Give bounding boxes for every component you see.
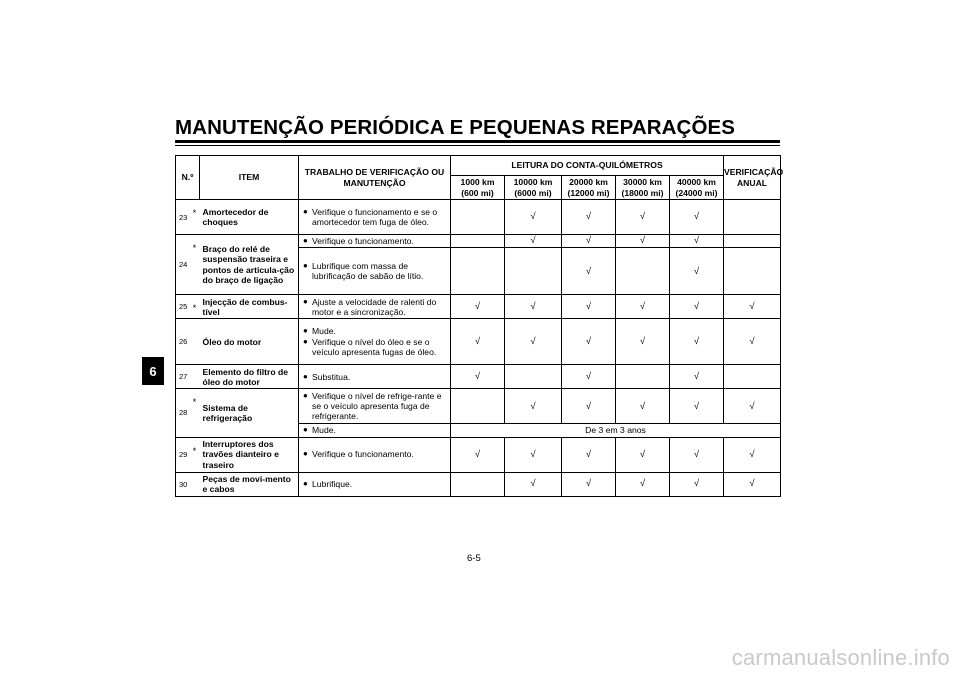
check-cell: √: [670, 248, 724, 295]
maintenance-table: [175, 155, 784, 497]
header-km-col: [451, 176, 505, 200]
star-mark: [190, 319, 200, 365]
check-cell: √: [670, 472, 724, 496]
check-cell: √: [451, 437, 505, 472]
star-mark: *: [190, 437, 200, 472]
star-mark: *: [190, 295, 200, 319]
work-text: Substitua.: [312, 371, 351, 382]
km-label: 30000 km: [623, 177, 662, 188]
check-cell: √: [562, 235, 616, 248]
check-cell: √: [616, 200, 670, 235]
check-cell: √: [562, 365, 616, 389]
row-number: 26: [176, 319, 190, 365]
bullet-icon: ●: [303, 336, 308, 346]
check-cell: [616, 248, 670, 295]
row-work: [299, 472, 451, 496]
km-label: 10000 km: [513, 177, 553, 188]
table-row: [176, 235, 781, 248]
interval-note: De 3 em 3 anos: [451, 424, 781, 437]
table-row: [176, 472, 781, 496]
mi-label: (12000 mi): [567, 187, 610, 198]
check-cell: √: [451, 319, 505, 365]
page-title: MANUTENÇÃO PERIÓDICA E PEQUENAS REPARAÇÕES: [175, 116, 736, 139]
check-cell: [724, 200, 781, 235]
check-cell: √: [724, 472, 781, 496]
check-cell: [451, 389, 505, 424]
row-work: [299, 365, 451, 389]
row-work: [299, 200, 451, 235]
check-cell: √: [724, 319, 781, 365]
work-text: Verifique o funcionamento.: [312, 449, 414, 460]
check-cell: √: [562, 319, 616, 365]
row-item: Injecção de combus-tível: [200, 295, 299, 319]
km-label: 40000 km: [677, 177, 716, 188]
mi-label: (24000 mi): [675, 187, 718, 198]
km-label: 1000 km: [460, 177, 495, 188]
row-item: Peças de movi-mento e cabos: [200, 472, 299, 496]
check-cell: √: [505, 235, 562, 248]
row-number: 27: [176, 365, 190, 389]
row-number: 30: [176, 472, 190, 496]
check-cell: [616, 365, 670, 389]
check-cell: √: [616, 235, 670, 248]
check-cell: [505, 248, 562, 295]
header-km-col: [670, 176, 724, 200]
table-row: [176, 200, 781, 235]
header-km-col: [616, 176, 670, 200]
star-mark: *: [190, 235, 200, 295]
watermark: carmanualsonline.info: [731, 645, 950, 670]
table-row: [176, 319, 781, 365]
bullet-icon: ●: [303, 261, 308, 270]
row-number: 24: [176, 235, 190, 295]
page-number: 6-5: [467, 553, 481, 564]
row-item: Sistema de refrigeração: [200, 389, 299, 437]
bullet-icon: ●: [303, 236, 308, 245]
check-cell: √: [670, 365, 724, 389]
star-mark: *: [190, 200, 200, 235]
header-km-col: [505, 176, 562, 200]
header-number: N.º: [176, 156, 200, 200]
row-number: 23: [176, 200, 190, 235]
check-cell: √: [616, 472, 670, 496]
row-item: Óleo do motor: [200, 319, 299, 365]
check-cell: √: [616, 319, 670, 365]
check-cell: √: [505, 295, 562, 319]
check-cell: √: [724, 295, 781, 319]
check-cell: √: [562, 472, 616, 496]
check-cell: √: [505, 319, 562, 365]
check-cell: √: [670, 437, 724, 472]
row-item: Elemento do filtro de óleo do motor: [200, 365, 299, 389]
row-item: Interruptores dos travões dianteiro e traseiro: [200, 437, 299, 472]
header-km-col: [562, 176, 616, 200]
work-text: Lubrifique com massa de lubrificação de sabão de lítio.: [312, 261, 424, 282]
chapter-tab: 6: [142, 357, 164, 385]
check-cell: √: [562, 248, 616, 295]
check-cell: √: [616, 389, 670, 424]
check-cell: [451, 248, 505, 295]
header-item: ITEM: [200, 156, 299, 200]
check-cell: √: [505, 437, 562, 472]
work-text: Lubrifique.: [312, 478, 353, 489]
bullet-icon: ●: [303, 449, 308, 459]
check-cell: √: [670, 235, 724, 248]
bullet-icon: ●: [303, 326, 308, 336]
row-work: [299, 389, 451, 424]
check-cell: [451, 235, 505, 248]
header-work: TRABALHO DE VERIFICAÇÃO OU MANUTENÇÃO: [299, 156, 451, 200]
check-cell: [724, 365, 781, 389]
check-cell: √: [616, 295, 670, 319]
bullet-icon: ●: [303, 371, 308, 381]
star-mark: [190, 365, 200, 389]
check-cell: √: [616, 437, 670, 472]
bullet-icon: ●: [303, 206, 308, 216]
check-cell: √: [562, 389, 616, 424]
table-row: [176, 437, 781, 472]
check-cell: √: [724, 437, 781, 472]
check-cell: √: [505, 389, 562, 424]
header-annual: VERIFICAÇÃO ANUAL: [724, 156, 781, 200]
check-cell: [505, 365, 562, 389]
header-odometer: LEITURA DO CONTA-QUILÓMETROS: [451, 156, 724, 176]
row-item: Braço do relé de suspensão traseira e pontos de articula-ção do braço de ligação: [200, 235, 299, 295]
check-cell: √: [451, 365, 505, 389]
work-text: Verifique o funcionamento e se o amortecedor tem fuga de óleo.: [312, 206, 438, 227]
row-work: [299, 424, 451, 437]
bullet-icon: ●: [303, 425, 308, 435]
check-cell: √: [670, 295, 724, 319]
bullet-icon: ●: [303, 390, 308, 400]
work-text: Mude.: [312, 326, 336, 337]
check-cell: √: [670, 200, 724, 235]
check-cell: √: [670, 389, 724, 424]
row-work: [299, 319, 451, 365]
work-text: Ajuste a velocidade de ralenti do motor e a sincronização.: [312, 296, 437, 317]
star-mark: *: [190, 389, 200, 437]
row-number: 25: [176, 295, 190, 319]
row-item: Amortecedor de choques: [200, 200, 299, 235]
check-cell: [724, 235, 781, 248]
title-rule-thin: [175, 145, 780, 146]
bullet-icon: ●: [303, 478, 308, 488]
table-row: [176, 365, 781, 389]
mi-label: (18000 mi): [621, 187, 664, 198]
row-work: [299, 235, 451, 248]
check-cell: √: [562, 437, 616, 472]
check-cell: √: [505, 472, 562, 496]
row-number: 29: [176, 437, 190, 472]
star-mark: [190, 472, 200, 496]
work-text: Verifique o nível do óleo e se o veículo apresenta fugas de óleo.: [312, 336, 437, 357]
check-cell: √: [505, 200, 562, 235]
km-label: 20000 km: [569, 177, 608, 188]
check-cell: √: [451, 295, 505, 319]
check-cell: √: [670, 319, 724, 365]
check-cell: √: [562, 200, 616, 235]
title-rule-thick: [175, 140, 780, 143]
row-work: [299, 248, 451, 295]
check-cell: [451, 472, 505, 496]
row-number: 28: [176, 389, 190, 437]
check-cell: √: [724, 389, 781, 424]
table-row: [176, 389, 781, 424]
check-cell: √: [562, 295, 616, 319]
bullet-icon: ●: [303, 296, 308, 306]
work-text: Verifique o nível de refrige-rante e se o veículo apresenta fuga de refrigerante.: [312, 390, 442, 422]
row-work: [299, 295, 451, 319]
check-cell: [451, 200, 505, 235]
work-text: Verifique o funcionamento.: [312, 236, 414, 246]
mi-label: (600 mi): [461, 187, 494, 198]
row-work: [299, 437, 451, 472]
table-row: [176, 295, 781, 319]
mi-label: (6000 mi): [514, 187, 552, 198]
check-cell: [724, 248, 781, 295]
work-text: Mude.: [312, 425, 336, 436]
